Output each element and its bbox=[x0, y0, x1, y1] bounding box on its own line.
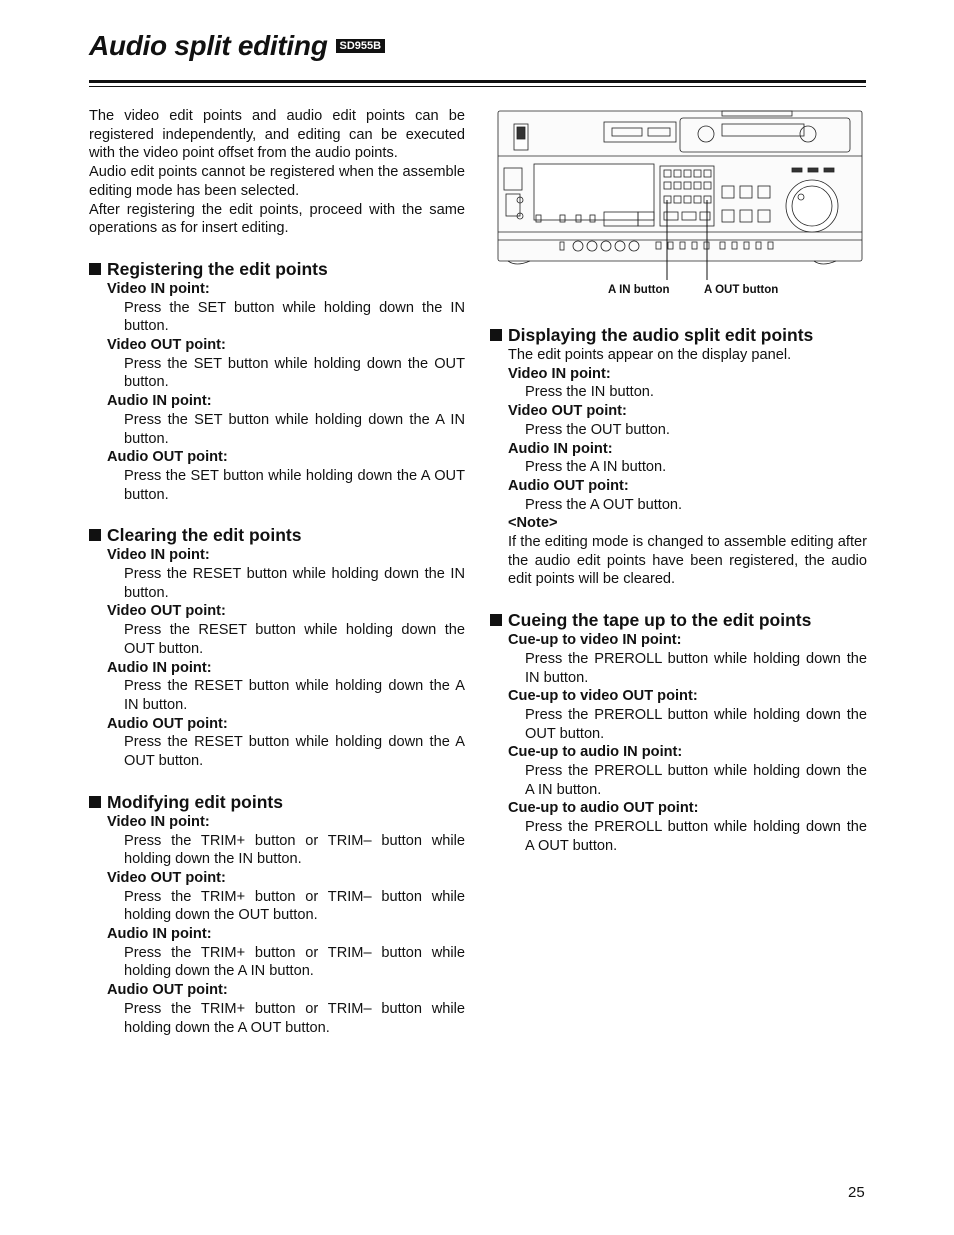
item-text: Press the SET button while holding down the A OUT button. bbox=[124, 467, 465, 503]
item-label: Audio IN point: bbox=[107, 393, 212, 410]
item-label: Video IN point: bbox=[107, 813, 210, 830]
left-column bbox=[89, 107, 465, 1037]
item-text: Press the TRIM+ button or TRIM– button while holding down the A IN button. bbox=[124, 944, 465, 980]
section-modifying bbox=[89, 791, 465, 1037]
item-label: Audio IN point: bbox=[107, 659, 212, 676]
section-heading-text: Registering the edit points bbox=[107, 258, 328, 279]
page-title bbox=[89, 30, 385, 62]
section-heading-text: Displaying the audio split edit points bbox=[508, 325, 814, 345]
right-column bbox=[490, 324, 867, 856]
item-text: Press the RESET button while holding down the A OUT button. bbox=[124, 734, 465, 770]
item-label: Audio OUT point: bbox=[508, 477, 629, 494]
title-rule-thin bbox=[89, 86, 866, 87]
square-bullet-icon bbox=[490, 329, 502, 341]
item-text: Press the PREROLL button while holding down the A OUT button. bbox=[525, 819, 867, 854]
vtr-front-panel-illustration bbox=[496, 108, 864, 298]
square-bullet-icon bbox=[89, 529, 101, 541]
item-label: Video OUT point: bbox=[107, 337, 226, 354]
item-text: Press the SET button while holding down the OUT button. bbox=[124, 355, 465, 391]
item-label: Video IN point: bbox=[508, 365, 611, 382]
item-text: Press the SET button while holding down the A IN button. bbox=[124, 411, 465, 447]
section-clearing bbox=[89, 524, 465, 770]
item-label: Cue-up to video OUT point: bbox=[508, 688, 698, 705]
section-heading-text: Cueing the tape up to the edit points bbox=[508, 610, 812, 631]
a-in-button-label: A IN button bbox=[608, 284, 670, 296]
item-text: Press the SET button while holding down the IN button. bbox=[124, 299, 465, 335]
item-label: Video OUT point: bbox=[508, 403, 627, 420]
section-heading-text: Modifying edit points bbox=[107, 791, 283, 812]
square-bullet-icon bbox=[490, 614, 502, 626]
intro-paragraph: After registering the edit points, proceed with the same operations as for insert editing. bbox=[89, 201, 465, 237]
item-text: Press the RESET button while holding down the OUT button. bbox=[124, 622, 465, 657]
title-rule bbox=[89, 80, 866, 83]
item-label: Audio OUT point: bbox=[107, 715, 228, 732]
vtr-panel-icon bbox=[496, 108, 864, 298]
item-text: Press the RESET button while holding down the IN button. bbox=[124, 566, 465, 601]
item-text: Press the PREROLL button while holding down the A IN button. bbox=[525, 763, 867, 798]
item-label: Video IN point: bbox=[107, 280, 210, 297]
item-text: Press the RESET button while holding down the A IN button. bbox=[124, 678, 465, 713]
section-cueing bbox=[490, 609, 867, 855]
square-bullet-icon bbox=[89, 796, 101, 808]
model-badge: SD955B bbox=[336, 39, 386, 53]
section-heading-text: Clearing the edit points bbox=[107, 525, 302, 546]
item-text: Press the OUT button. bbox=[525, 421, 670, 438]
a-out-button-label: A OUT button bbox=[704, 284, 779, 296]
item-text: Press the A IN button. bbox=[525, 459, 667, 476]
item-label: Audio IN point: bbox=[107, 926, 212, 943]
intro-paragraph: Audio edit points cannot be registered when the assemble editing mode has been selected. bbox=[89, 164, 465, 199]
item-text: Press the TRIM+ button or TRIM– button while holding down the A OUT button. bbox=[124, 1000, 465, 1036]
item-text: Press the IN button. bbox=[525, 384, 654, 401]
item-label: Cue-up to audio OUT point: bbox=[508, 800, 699, 817]
item-text: Press the TRIM+ button or TRIM– button while holding down the OUT button. bbox=[124, 888, 465, 924]
item-text: Press the A OUT button. bbox=[525, 496, 683, 513]
item-label: Cue-up to video IN point: bbox=[508, 632, 682, 649]
item-label: Cue-up to audio IN point: bbox=[508, 744, 683, 761]
item-label: Audio OUT point: bbox=[107, 449, 228, 466]
section-heading bbox=[89, 791, 465, 813]
section-displaying bbox=[490, 324, 867, 589]
item-label: Video OUT point: bbox=[107, 603, 226, 620]
item-label: Video IN point: bbox=[107, 547, 210, 564]
section-heading bbox=[490, 609, 867, 631]
page-number: 25 bbox=[848, 1184, 865, 1201]
page-title-text: Audio split editing bbox=[89, 30, 328, 61]
note-text: If the editing mode is changed to assemble editing after the audio edit points have been registered, the audio edit points will be cleared. bbox=[508, 534, 867, 588]
item-text: Press the TRIM+ button or TRIM– button while holding down the IN button. bbox=[124, 832, 465, 868]
section-heading bbox=[89, 524, 465, 546]
item-label: Audio IN point: bbox=[508, 440, 613, 457]
item-text: Press the PREROLL button while holding down the OUT button. bbox=[525, 706, 867, 742]
section-lead: The edit points appear on the display panel. bbox=[508, 347, 792, 363]
section-heading bbox=[89, 258, 465, 280]
section-registering bbox=[89, 258, 465, 504]
square-bullet-icon bbox=[89, 263, 101, 275]
item-label: Audio OUT point: bbox=[107, 982, 228, 999]
section-heading bbox=[490, 324, 867, 346]
intro-paragraph: The video edit points and audio edit points can be registered independently, and editing can be executed with the video point offset from the audio points. bbox=[89, 108, 465, 162]
item-label: Video OUT point: bbox=[107, 869, 226, 886]
note-label: <Note> bbox=[508, 515, 558, 532]
item-text: Press the PREROLL button while holding down the IN button. bbox=[525, 650, 867, 686]
